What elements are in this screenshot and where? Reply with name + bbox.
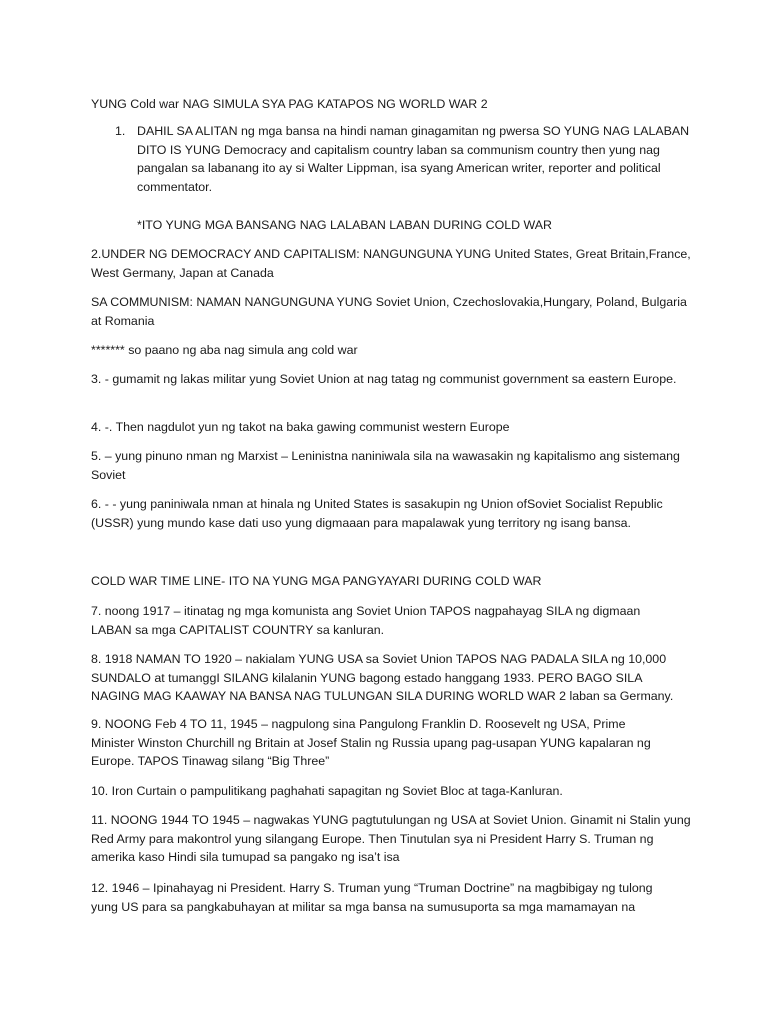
list-item-text: DAHIL SA ALITAN ng mga bansa na hindi naman ginagamitan ng pwersa SO YUNG NAG LALABAN DITO IS YUNG Democracy and capitalism country laban sa communism country then yung nag pangalan sa labanang ito ay si Walter Lippman, isa syang American writer, reporter and political commentator.	[137, 124, 690, 194]
document-heading: YUNG Cold war NAG SIMULA SYA PAG KATAPOS NG WORLD WAR 2	[91, 97, 488, 111]
paragraph-11: 11. NOONG 1944 TO 1945 – nagwakas YUNG pagtutulungan ng USA at Soviet Union. Ginamit ni Stalin yung Red Army para makontrol yung silangang Europe. Then Tinutulan sya ni President Harry S. Truman ng amerika kaso Hindi sila tumupad sa pangako ng isa’t isa	[91, 813, 691, 864]
paragraph-stars: ******* so paano ng aba nag simula ang cold war	[91, 343, 358, 357]
paragraph-9: 9. NOONG Feb 4 TO 11, 1945 – nagpulong sina Pangulong Franklin D. Roosevelt ng USA, Prime Minister Winston Churchill ng Britain at Josef Stalin ng Russia upang pag-usapan YUNG kapalaran ng Europe. TAPOS Tinawag silang “Big Three”	[91, 717, 651, 768]
paragraph-10: 10. Iron Curtain o pampulitikang paghahati sapagitan ng Soviet Bloc at taga-Kanluran.	[91, 784, 563, 798]
paragraph-6: 6. - - yung paniniwala nman at hinala ng United States is sasakupin ng Union ofSoviet Socialist Republic (USSR) yung mundo kase dati uso yung digmaaan para mapalawak yung territory ng isang bansa.	[91, 497, 663, 530]
paragraph-4: 4. -. Then nagdulot yun ng takot na baka gawing communist western Europe	[91, 420, 510, 434]
list-item-number: 1.	[115, 124, 126, 138]
paragraph-5: 5. – yung pinuno nman ng Marxist – Leninistna naniniwala sila na wawasakin ng kapitalismo ang sistemang Soviet	[91, 449, 680, 482]
paragraph-8: 8. 1918 NAMAN TO 1920 – nakialam YUNG USA sa Soviet Union TAPOS NAG PADALA SILA ng 10,000 SUNDALO at tumanggI SILANG kilalanin YUNG bagong estado hanggang 1933. PERO BAGO SILA NAGING MAG KAAWAY NA BANSA NAG TULUNGAN SILA DURING WORLD WAR 2 laban sa Germany.	[91, 652, 674, 703]
paragraph-12: 12. 1946 – Ipinahayag ni President. Harry S. Truman yung “Truman Doctrine” na magbibigay ng tulong yung US para sa pangkabuhayan at militar sa mga bansa na sumusuporta sa mga mamamayan na	[91, 881, 653, 914]
paragraph-communism: SA COMMUNISM: NAMAN NANGUNGUNA YUNG Soviet Union, Czechoslovakia,Hungary, Poland, Bulgaria at Romania	[91, 295, 687, 328]
paragraph-7: 7. noong 1917 – itinatag ng mga komunista ang Soviet Union TAPOS nagpahayag SILA ng digmaan LABAN sa mga CAPITALIST COUNTRY sa kanluran.	[91, 604, 641, 637]
paragraph-3: 3. - gumamit ng lakas militar yung Soviet Union at nag tatag ng communist government sa eastern Europe.	[91, 372, 677, 386]
timeline-heading: COLD WAR TIME LINE- ITO NA YUNG MGA PANGYAYARI DURING COLD WAR	[91, 574, 542, 588]
note-countries: *ITO YUNG MGA BANSANG NAG LALABAN LABAN DURING COLD WAR	[137, 218, 552, 232]
paragraph-2: 2.UNDER NG DEMOCRACY AND CAPITALISM: NANGUNGUNA YUNG United States, Great Britain,France, West Germany, Japan at Canada	[91, 247, 691, 280]
